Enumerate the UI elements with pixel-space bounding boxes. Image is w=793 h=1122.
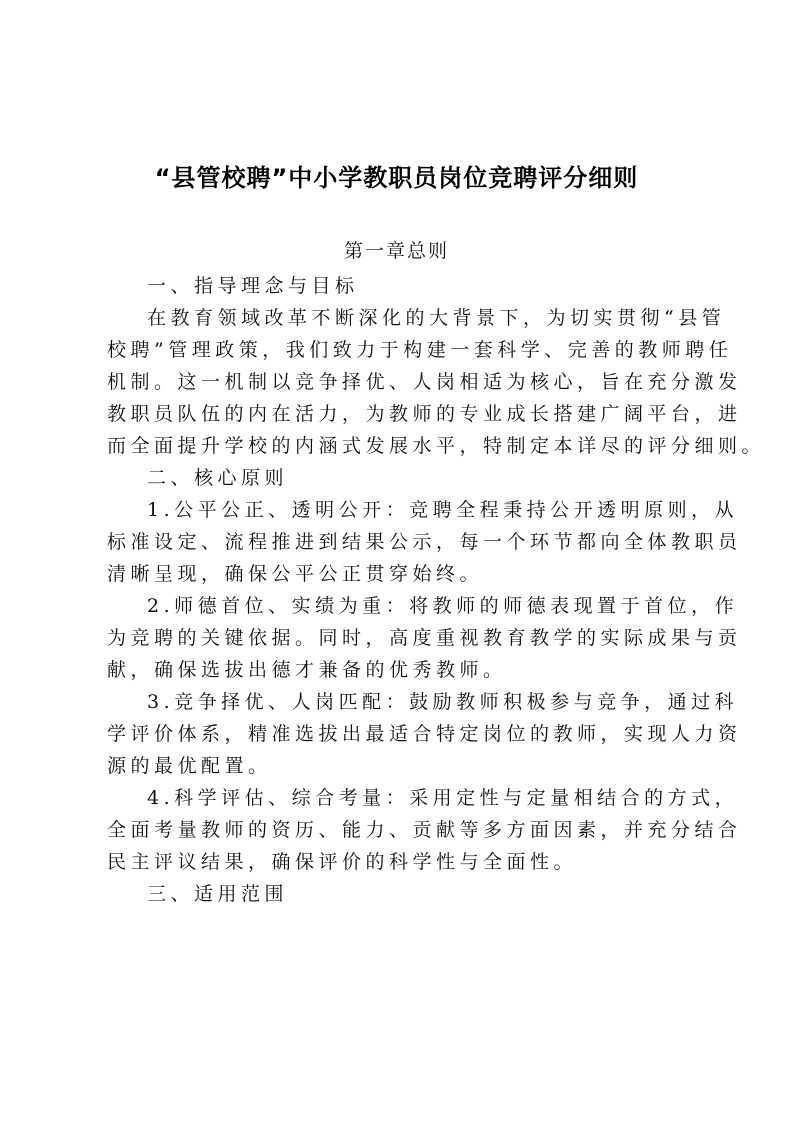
- section-heading: 一、指导理念与目标: [147, 275, 359, 297]
- chapter-heading: 第一章总则: [343, 240, 449, 262]
- paragraph-line: 机制。这一机制以竞争择优、人岗相适为核心，旨在充分激发: [107, 371, 742, 393]
- paragraph-line: 学评价体系，精准选拔出最适合特定岗位的教师，实现人力资: [107, 723, 742, 745]
- paragraph-line: 清晰呈现，确保公平公正贯穿始终。: [107, 563, 484, 585]
- document-body: [107, 270, 766, 910]
- paragraph-line: 为竞聘的关键依据。同时，高度重视教育教学的实际成果与贡: [107, 627, 742, 649]
- paragraph-line: 源的最优配置。: [107, 755, 272, 777]
- paragraph-line: 而全面提升学校的内涵式发展水平，特制定本详尽的评分细则。: [107, 435, 766, 457]
- paragraph-line: 2.师德首位、实绩为重：将教师的师德表现置于首位，作: [147, 595, 739, 617]
- paragraph-line: 4.科学评估、综合考量：采用定性与定量相结合的方式，: [147, 787, 739, 809]
- paragraph-line: 民主评议结果，确保评价的科学性与全面性。: [107, 851, 578, 873]
- paragraph-line: 标准设定、流程推进到结果公示，每一个环节都向全体教职员: [107, 531, 742, 553]
- paragraph-line: 1.公平公正、透明公开：竞聘全程秉持公开透明原则，从: [147, 499, 739, 521]
- paragraph-line: 献，确保选拔出德才兼备的优秀教师。: [107, 659, 507, 681]
- paragraph-line: 校聘”管理政策，我们致力于构建一套科学、完善的教师聘任: [107, 339, 733, 361]
- document-title: “县管校聘”中小学教职员岗位竞聘评分细则: [154, 164, 639, 192]
- section-heading: 二、核心原则: [147, 467, 289, 489]
- paragraph-line: 3.竞争择优、人岗匹配：鼓励教师积极参与竞争，通过科: [147, 691, 739, 713]
- section-heading: 三、适用范围: [147, 883, 289, 905]
- paragraph-line: 全面考量教师的资历、能力、贡献等多方面因素，并充分结合: [107, 819, 742, 841]
- paragraph-line: 教职员队伍的内在活力，为教师的专业成长搭建广阔平台，进: [107, 403, 742, 425]
- paragraph-line: 在教育领域改革不断深化的大背景下，为切实贯彻“县管: [147, 307, 726, 329]
